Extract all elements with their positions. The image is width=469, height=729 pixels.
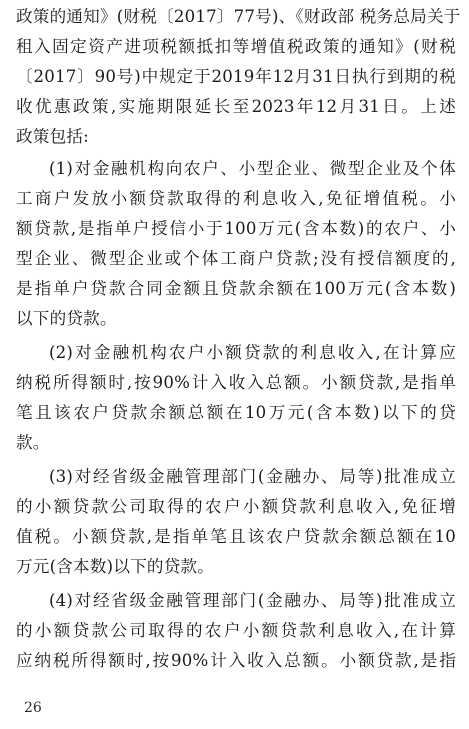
item-2-line-3: 笔且该农户贷款余额总额在10万元(含本数)以下的贷 [16,403,456,422]
item-2-line-4: 款。 [16,433,50,452]
text-line-1: 政策的通知》(财税〔2017〕77号)、《财政部 税务总局关于 [16,7,461,26]
item-4-line-2: 的小额贷款公司取得的农户小额贷款利息收入,在计算 [16,621,456,640]
item-2-line-2: 纳税所得额时,按90%计入收入总额。小额贷款,是指单 [16,373,456,392]
item-1-line-3: 额贷款,是指单户授信小于100万元(含本数)的农户、小 [16,219,456,238]
document-page [16,6,461,706]
item-4-line-1: (4)对经省级金融管理部门(金融办、局等)批准成立 [49,591,456,610]
text-line-5: 政策包括: [16,127,89,146]
text-line-4: 收优惠政策,实施期限延长至2023年12月31日。上述 [16,97,456,116]
item-1-line-6: 以下的贷款。 [16,309,117,328]
item-1-line-2: 工商户发放小额贷款取得的利息收入,免征增值税。小 [16,189,456,208]
item-3-line-4: 万元(含本数)以下的贷款。 [16,557,215,576]
item-3-line-3: 值税。小额贷款,是指单笔且该农户贷款余额总额在10 [16,527,456,546]
item-4-line-3: 应纳税所得额时,按90%计入收入总额。小额贷款,是指 [16,651,456,670]
item-1-line-5: 是指单户贷款合同金额且贷款余额在100万元(含本数) [16,279,456,298]
item-1-line-1: (1)对金融机构向农户、小型企业、微型企业及个体 [49,159,456,178]
page-number: 26 [24,700,42,716]
item-3-line-2: 的小额贷款公司取得的农户小额贷款利息收入,免征增 [16,497,456,516]
item-1-line-4: 型企业、微型企业或个体工商户贷款;没有授信额度的, [16,249,456,268]
item-3-line-1: (3)对经省级金融管理部门(金融办、局等)批准成立 [49,467,456,486]
item-2-line-1: (2)对金融机构农户小额贷款的利息收入,在计算应 [49,343,456,362]
text-line-2: 租入固定资产进项税额抵扣等增值税政策的通知》(财税 [16,37,456,56]
text-line-3: 〔2017〕90号)中规定于2019年12月31日执行到期的税 [16,67,456,86]
